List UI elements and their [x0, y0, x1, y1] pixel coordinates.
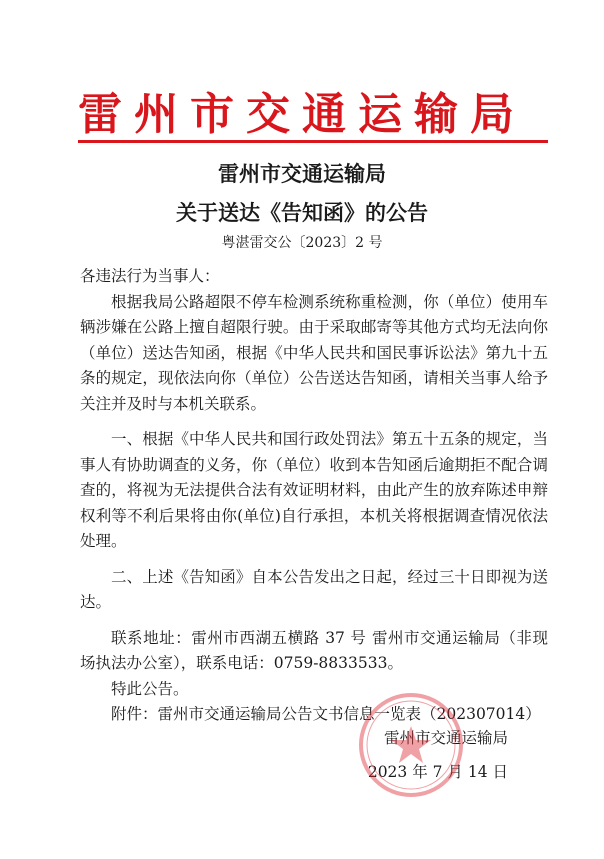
official-seal-icon: [356, 690, 466, 800]
paragraph-item-two: 二、上述《告知函》自本公告发出之日起，经过三十日即视为送达。: [80, 567, 548, 611]
notice-title-issuer: 雷州市交通运输局: [218, 162, 386, 186]
masthead-title: 雷州市交通运输局: [78, 89, 526, 140]
document-number: 粤湛雷交公〔2023〕2 号: [221, 235, 383, 251]
paragraph-background: 根据我局公路超限不停车检测系统称重检测，你（单位）使用车辆涉嫌在公路上擅自超限行驶。由于采取邮寄等其他方式均无法向你（单位）送达告知函，根据《中华人民共和国民事诉讼法》第九十五条的规定，现依法向你（单位）公告送达告知函，请相关当事人给予关注并及时与本机关联系。: [80, 292, 548, 413]
paragraph-attachment: 附件：雷州市交通运输局公告文书信息一览表（202307014）: [111, 705, 541, 723]
signature-organization: 雷州市交通运输局: [383, 729, 508, 747]
signature-date: 2023 年 7 月 14 日: [367, 763, 508, 781]
notice-title-subject: 关于送达《告知函》的公告: [176, 201, 428, 225]
paragraph-closing: 特此公告。: [111, 679, 189, 698]
paragraph-contact: 联系地址：雷州市西湖五横路 37 号 雷州市交通运输局（非现场执法办公室），联系电话：0759-8833533。: [80, 628, 548, 672]
notice-body: [80, 264, 548, 728]
masthead-red-rule: [78, 140, 548, 143]
paragraph-item-one: 一、根据《中华人民共和国行政处罚法》第五十五条的规定，当事人有协助调查的义务，你（单位）收到本告知函后逾期拒不配合调查的，将视为无法提供合法有效证明材料，由此产生的放弃陈述申辩权利等不利后果将由你(单位)自行承担，本机关将根据调查情况依法处理。: [80, 430, 548, 550]
salutation: 各违法行为当事人：: [80, 267, 220, 285]
